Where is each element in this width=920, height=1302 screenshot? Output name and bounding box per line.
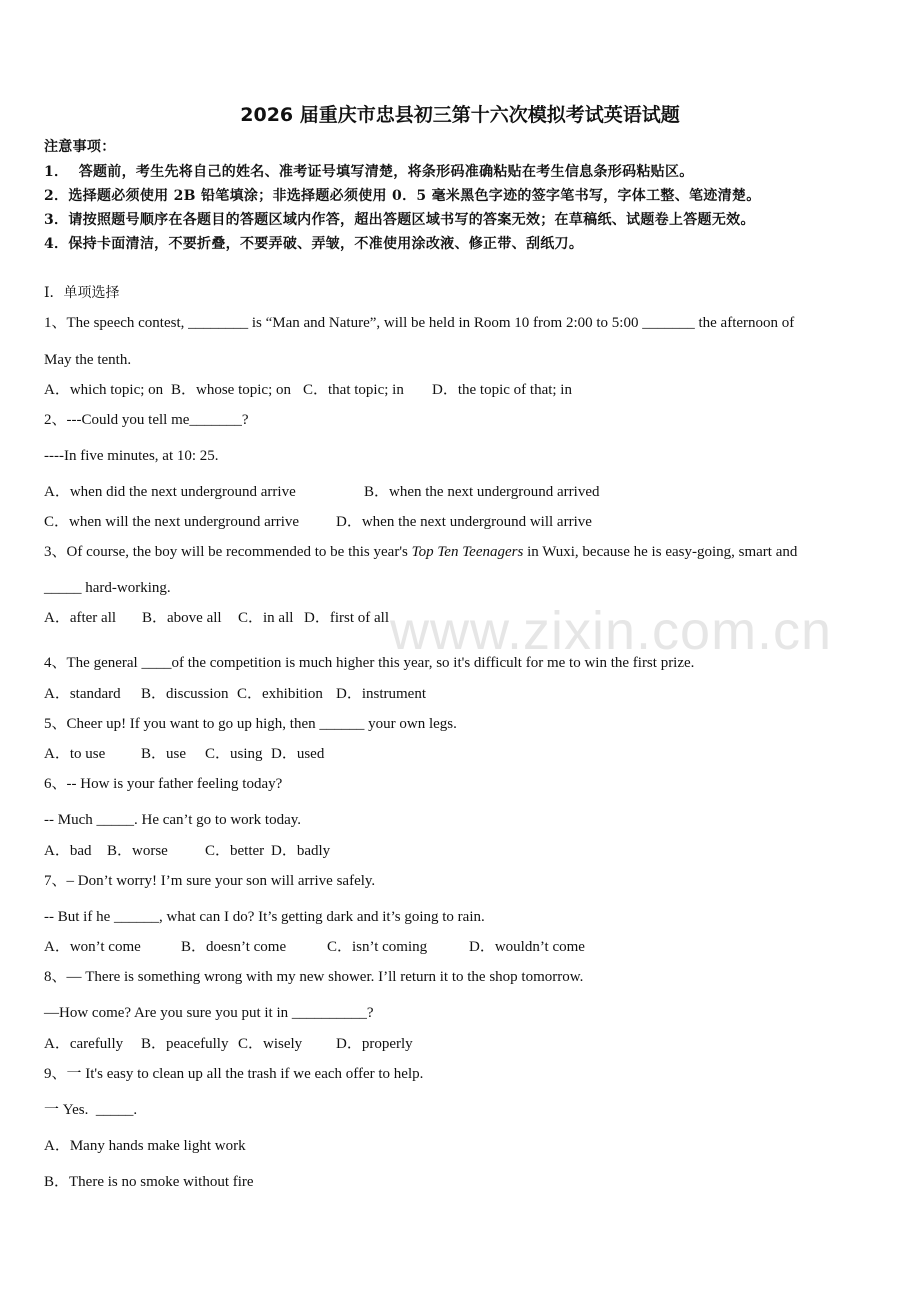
question-7-option-a: A．won’t come [44, 939, 141, 955]
question-7-answer-line: -- But if he ______, what can I do? It’s getting dark and it’s going to rain. [44, 909, 485, 925]
note-item-4: 4．保持卡面清洁，不要折叠，不要弄破、弄皱，不准使用涂改液、修正带、刮纸刀。 [44, 236, 584, 252]
question-1-option-d: D．the topic of that; in [432, 382, 572, 398]
question-3-stem-cont: _____ hard-working. [44, 580, 171, 596]
question-2-option-b: B．when the next underground arrived [364, 484, 600, 500]
note-item-1: 1． 答题前，考生先将自己的姓名、准考证号填写清楚，将条形码准确粘贴在考生信息条形码粘贴区。 [44, 164, 694, 180]
note-item-2: 2．选择题必须使用 2B 铅笔填涂；非选择题必须使用 0．5 毫米黑色字迹的签字笔书写，字体工整、笔迹清楚。 [44, 188, 761, 204]
question-5-stem: 5、Cheer up! If you want to go up high, then ______ your own legs. [44, 716, 457, 732]
question-6-option-d: D．badly [271, 843, 331, 859]
question-7-option-c: C．isn’t coming [327, 939, 428, 955]
question-6-option-c: C．better [205, 843, 265, 859]
question-6-answer-line: -- Much _____. He can’t go to work today. [44, 812, 302, 828]
question-3-stem-italic: Top Ten Teenagers [411, 544, 524, 560]
question-6-option-b: B．worse [107, 843, 168, 859]
section-heading: Ⅰ．单项选择 [44, 285, 120, 301]
question-7-option-d: D．wouldn’t come [469, 939, 585, 955]
question-1-option-c: C．that topic; in [303, 382, 404, 398]
question-8-option-d: D．properly [336, 1036, 413, 1052]
question-8-answer-line: —How come? Are you sure you put it in __________? [44, 1005, 374, 1021]
question-3-stem [44, 543, 797, 561]
question-2-option-c: C．when will the next underground arrive [44, 514, 300, 530]
question-8-option-b: B．peacefully [141, 1036, 229, 1052]
question-7-option-b: B．doesn’t come [181, 939, 287, 955]
question-5-option-b: B．use [141, 746, 187, 762]
question-8-option-a: A．carefully [44, 1036, 124, 1052]
question-9-option-b: B．There is no smoke without fire [44, 1174, 254, 1190]
question-9-option-a: A．Many hands make light work [44, 1138, 246, 1154]
question-6-option-a: A．bad [44, 843, 92, 859]
question-3-option-d: D．first of all [304, 610, 389, 626]
question-8-stem: 8、— There is something wrong with my new shower. I’ll return it to the shop tomorrow. [44, 969, 584, 985]
question-3-stem-before: 3、Of course, the boy will be recommended to be this year's [44, 544, 412, 560]
question-8-option-c: C．wisely [238, 1036, 303, 1052]
question-4-option-c: C．exhibition [237, 686, 323, 702]
question-3-option-b: B．above all [142, 610, 222, 626]
question-6-stem: 6、-- How is your father feeling today? [44, 776, 283, 792]
question-5-option-c: C．using [205, 746, 263, 762]
question-1-option-b: B．whose topic; on [171, 382, 291, 398]
question-1-stem-cont: May the tenth. [44, 352, 132, 368]
question-9-stem: 9、一 It's easy to clean up all the trash if we each offer to help. [44, 1066, 424, 1082]
question-1-stem: 1、The speech contest, ________ is “Man and Nature”, will be held in Room 10 from 2:00 to 5:00 _______ the afternoon of [44, 315, 795, 331]
question-4-option-b: B．discussion [141, 686, 229, 702]
question-3-option-a: A．after all [44, 610, 117, 626]
question-7-stem: 7、– Don’t worry! I’m sure your son will arrive safely. [44, 873, 376, 889]
question-1-option-a: A．which topic; on [44, 382, 164, 398]
question-4-option-a: A．standard [44, 686, 121, 702]
question-4-option-d: D．instrument [336, 686, 426, 702]
note-item-3: 3．请按照题号顺序在各题目的答题区域内作答，超出答题区域书写的答案无效；在草稿纸、试题卷上答题无效。 [44, 212, 755, 228]
notes-heading: 注意事项： [44, 139, 116, 155]
watermark: www.zixin.com.cn [390, 601, 833, 661]
question-4-stem: 4、The general ____of the competition is much higher this year, so it's difficult for me to win the first prize. [44, 655, 695, 671]
question-2-option-d: D．when the next underground will arrive [336, 514, 592, 530]
question-2-answer-line: ----In five minutes, at 10: 25. [44, 448, 219, 464]
question-2-option-a: A．when did the next underground arrive [44, 484, 296, 500]
question-5-option-a: A．to use [44, 746, 106, 762]
question-9-answer-line: 一 Yes. _____. [44, 1102, 138, 1118]
page-title: 2026 届重庆市忠县初三第十六次模拟考试英语试题 [240, 104, 680, 126]
question-3-stem-after: in Wuxi, because he is easy-going, smart and [523, 544, 798, 560]
question-2-stem: 2、---Could you tell me_______? [44, 412, 249, 428]
question-3-option-c: C．in all [238, 610, 294, 626]
question-5-option-d: D．used [271, 746, 325, 762]
